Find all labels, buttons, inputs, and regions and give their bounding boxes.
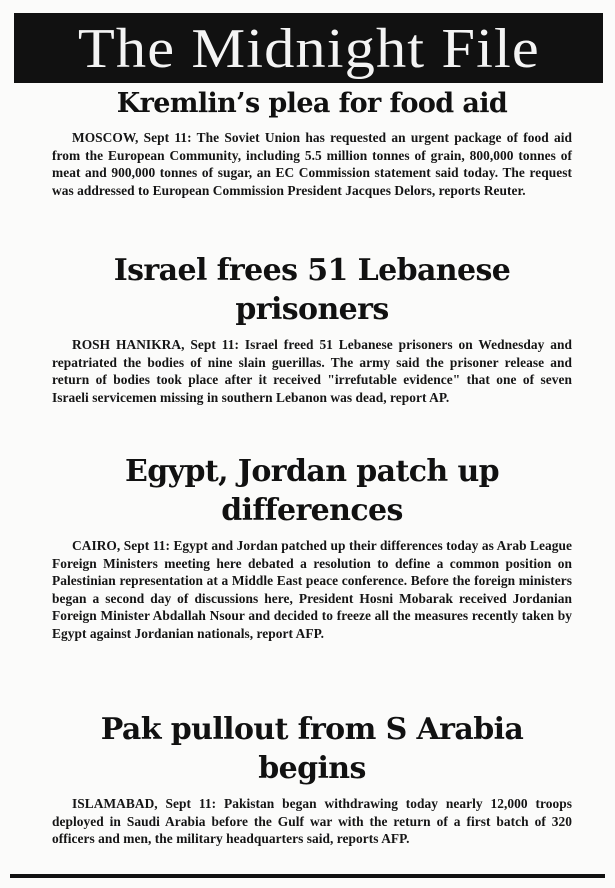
news-article-egypt-jordan <box>52 452 572 642</box>
bottom-rule <box>10 874 605 878</box>
article-headline: Kremlin’s plea for food aid <box>116 88 508 119</box>
masthead <box>14 13 603 83</box>
article-headline: Egypt, Jordan patch up differences <box>124 454 500 528</box>
masthead-title: The Midnight File <box>77 18 540 80</box>
news-article-kremlin <box>52 86 572 199</box>
article-body: ROSH HANIKRA, Sept 11: Israel freed 51 Lebanese prisoners on Wednesday and repatriated the bodies of nine slain guerillas. The army said the prisoner release and return of bodies took place after it received "irrefutable evidence" that one of seven Israeli servicemen missing in southern Lebanon was dead, report AP. <box>52 337 572 405</box>
article-body: MOSCOW, Sept 11: The Soviet Union has requested an urgent package of food aid from the European Community, including 5.5 million tonnes of grain, 800,000 tonnes of meat and 900,000 tonnes of sugar, an EC Commission statement said today. The request was addressed to European Commission President Jacques Delors, reports Reuter. <box>52 130 572 198</box>
news-article-pakistan <box>52 710 572 848</box>
article-body: ISLAMABAD, Sept 11: Pakistan began withdrawing today nearly 12,000 troops deployed in Saudi Arabia before the Gulf war with the return of a first batch of 320 officers and men, the military headquarters said, reports AFP. <box>52 796 572 846</box>
article-headline: Israel frees 51 Lebanese prisoners <box>113 253 511 327</box>
article-body: CAIRO, Sept 11: Egypt and Jordan patched up their differences today as Arab League Foreign Ministers meeting here debated a resolution to define a common position on Palestinian representation at a Middle East peace conference. Before the foreign ministers began a second day of discussions here, President Hosni Mobarak received Jordanian Foreign Minister Abdallah Nsour and decided to freeze all the measures recently taken by Egypt against Jordanian nationals, report AFP. <box>52 538 572 641</box>
news-article-israel <box>52 251 572 406</box>
article-headline: Pak pullout from S Arabia begins <box>100 712 524 786</box>
